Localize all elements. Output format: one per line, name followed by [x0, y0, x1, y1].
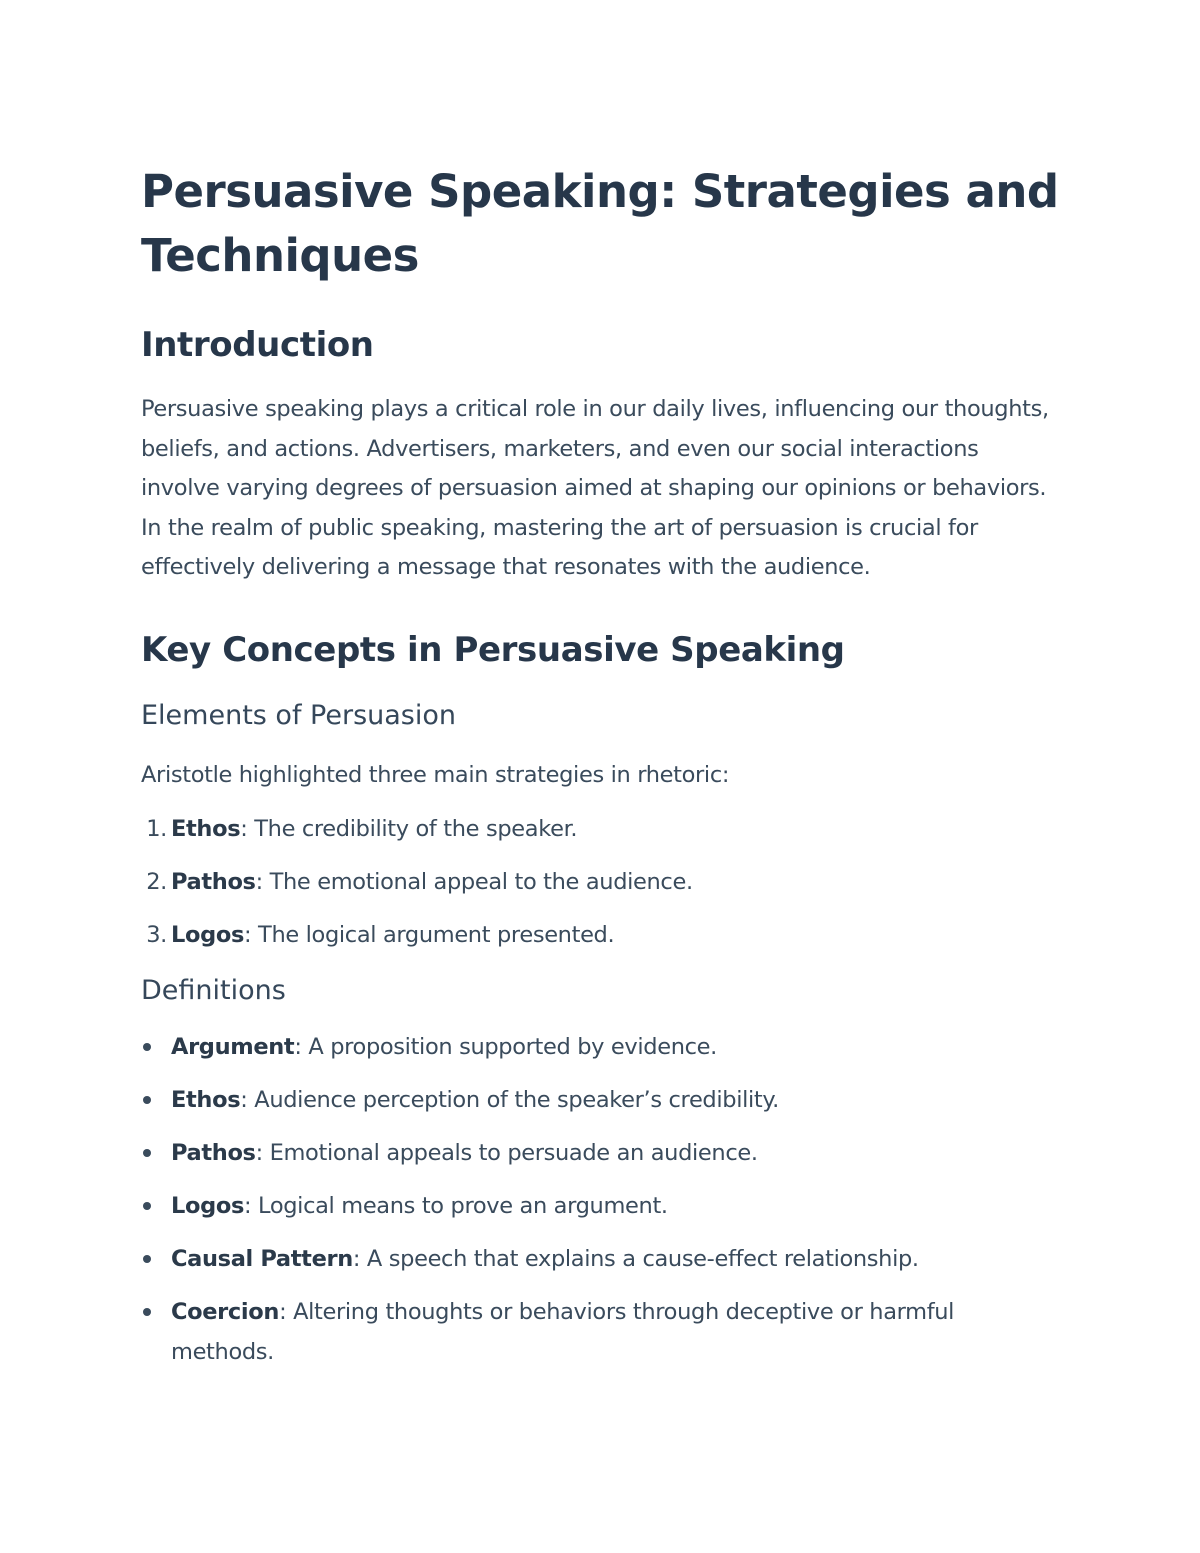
list-item	[141, 1292, 1061, 1372]
list-item	[141, 1027, 1061, 1067]
definitions-heading: Definitions	[141, 975, 286, 1006]
bullet-icon	[143, 1202, 151, 1210]
elements-of-persuasion-heading: Elements of Persuasion	[141, 699, 456, 731]
term-description: : A proposition supported by evidence.	[294, 1034, 717, 1060]
term-description: : Audience perception of the speaker’s credibility.	[240, 1087, 779, 1113]
list-number: 2.	[146, 869, 167, 895]
key-concepts-heading: Key Concepts in Persuasive Speaking	[141, 629, 845, 670]
list-item	[141, 1186, 1061, 1226]
term-label: Coercion	[171, 1299, 280, 1325]
term-description: : The logical argument presented.	[244, 922, 615, 948]
document-page	[141, 160, 1061, 1385]
definitions-list	[141, 1027, 1061, 1372]
term-label: Argument	[171, 1034, 295, 1060]
bullet-icon	[143, 1308, 151, 1316]
term-label: Ethos	[171, 1087, 241, 1113]
page-title: Persuasive Speaking: Strategies and Techniques	[141, 165, 1059, 282]
term-description: : Emotional appeals to persuade an audience.	[255, 1140, 758, 1166]
list-item	[141, 862, 1061, 902]
bullet-icon	[143, 1149, 151, 1157]
term-label: Logos	[171, 922, 245, 948]
list-item	[141, 809, 1061, 849]
term-description: : The credibility of the speaker.	[240, 816, 578, 842]
list-item	[141, 915, 1061, 955]
list-item	[141, 1080, 1061, 1120]
list-item	[141, 1239, 1061, 1279]
introduction-heading: Introduction	[141, 325, 374, 365]
term-label: Pathos	[171, 1140, 256, 1166]
term-description: : A speech that explains a cause-effect relationship.	[352, 1246, 919, 1272]
term-label: Logos	[171, 1193, 245, 1219]
bullet-icon	[143, 1096, 151, 1104]
term-description: : Altering thoughts or behaviors through deceptive or harmful methods.	[171, 1299, 955, 1365]
list-number: 3.	[146, 922, 167, 948]
introduction-paragraph: Persuasive speaking plays a critical role in our daily lives, influencing our thoughts, beliefs, and actions. Advertisers, marketers, and even our social interactions involve varying degrees of persuasion aimed at shaping our opinions or behaviors. In the realm of public speaking, mastering the art of persuasion is crucial for effectively delivering a message that resonates with the audience.	[141, 396, 1049, 580]
term-label: Ethos	[171, 816, 241, 842]
term-description: : The emotional appeal to the audience.	[255, 869, 693, 895]
list-item	[141, 1133, 1061, 1173]
term-description: : Logical means to prove an argument.	[244, 1193, 668, 1219]
list-number: 1.	[146, 816, 167, 842]
term-label: Pathos	[171, 869, 256, 895]
term-label: Causal Pattern	[171, 1246, 353, 1272]
strategies-list	[141, 809, 1061, 955]
bullet-icon	[143, 1255, 151, 1263]
bullet-icon	[143, 1043, 151, 1051]
elements-lead-text: Aristotle highlighted three main strategies in rhetoric:	[141, 761, 730, 788]
